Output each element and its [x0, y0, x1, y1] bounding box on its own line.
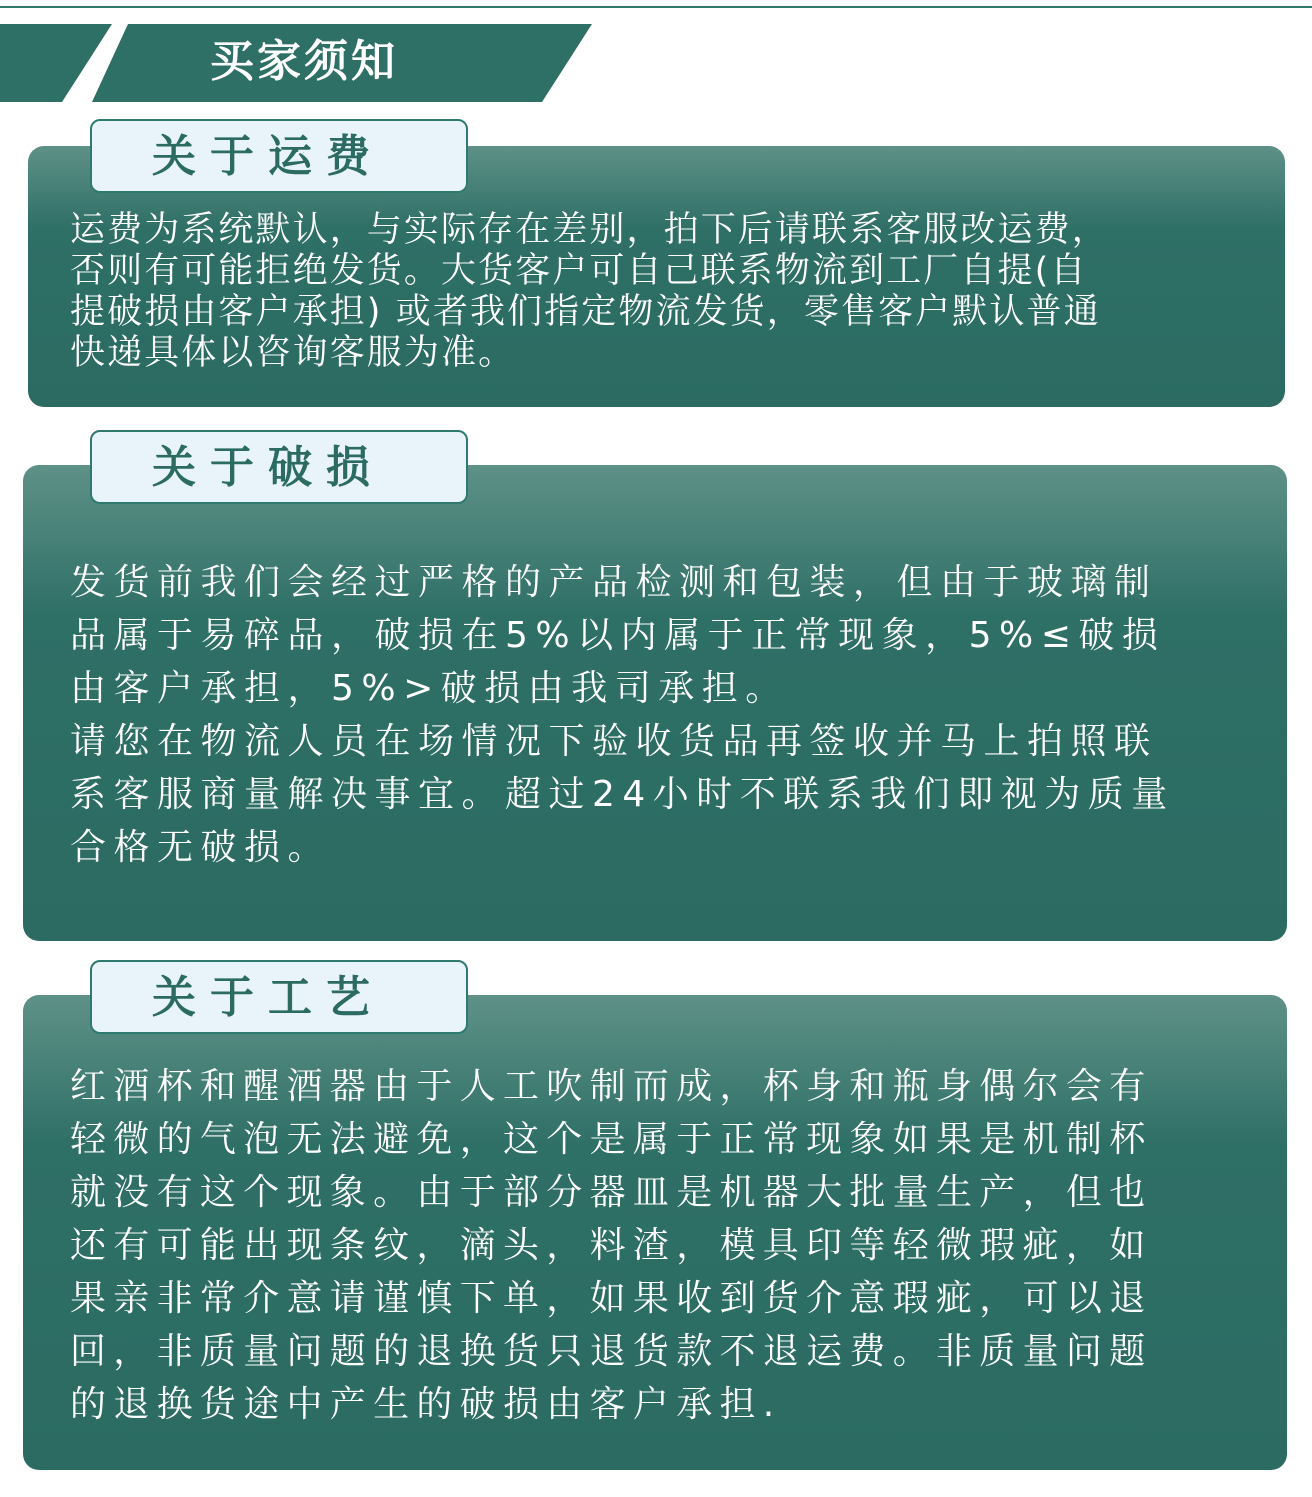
craft-tab [90, 960, 468, 1034]
shipping-text [70, 210, 1250, 374]
text-line: 系客服商量解决事宜。超过24小时不联系我们即视为质量 [70, 774, 1175, 815]
text-line: 否则有可能拒绝发货。大货客户可自己联系物流到工厂自提(自 [70, 251, 1088, 291]
text-line: 的退换货途中产生的破损由客户承担. [70, 1384, 782, 1425]
text-line: 运费为系统默认，与实际存在差别，拍下后请联系客服改运费， [70, 210, 1109, 250]
text-line: 合格无破损。 [70, 827, 332, 868]
damage-tab [90, 430, 468, 504]
text-line: 红酒杯和醒酒器由于人工吹制而成，杯身和瓶身偶尔会有 [70, 1066, 1153, 1107]
text-line: 回，非质量问题的退换货只退货款不退运费。非质量问题 [70, 1331, 1153, 1372]
craft-text [70, 1060, 1250, 1431]
text-line: 提破损由客户承担) 或者我们指定物流发货，零售客户默认普通 [70, 292, 1101, 332]
damage-tab-label: 关于破损 [152, 442, 384, 493]
text-line: 果亲非常介意请谨慎下单，如果收到货介意瑕疵，可以退 [70, 1278, 1153, 1319]
text-line: 还有可能出现条纹，滴头，料渣，模具印等轻微瑕疵，如 [70, 1225, 1153, 1266]
shipping-tab-label: 关于运费 [152, 131, 384, 182]
text-line: 发货前我们会经过严格的产品检测和包装，但由于玻璃制 [70, 562, 1158, 603]
text-line: 轻微的气泡无法避免，这个是属于正常现象如果是机制杯 [70, 1119, 1153, 1160]
text-line: 就没有这个现象。由于部分器皿是机器大批量生产，但也 [70, 1172, 1153, 1213]
text-line: 请您在物流人员在场情况下验收货品再签收并马上拍照联 [70, 721, 1158, 762]
shipping-tab [90, 119, 468, 193]
text-line: 由客户承担，5%>破损由我司承担。 [70, 668, 789, 709]
craft-tab-label: 关于工艺 [152, 972, 384, 1023]
text-line: 品属于易碎品，破损在5%以内属于正常现象，5%≤破损 [70, 615, 1166, 656]
damage-text [70, 556, 1250, 874]
header-banner [0, 24, 600, 102]
page-title: 买家须知 [210, 36, 398, 87]
text-line: 快递具体以咨询客服为准。 [70, 333, 516, 373]
top-divider-line [0, 6, 1312, 8]
